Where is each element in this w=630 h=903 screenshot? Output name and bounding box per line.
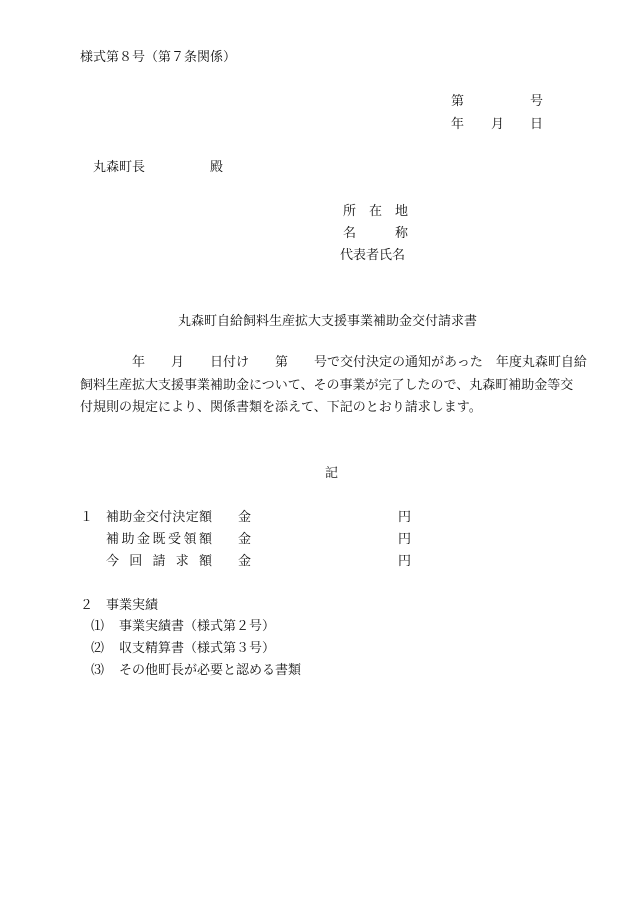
ki-label: 記 xyxy=(325,466,339,481)
grant-decision-amount-unit: 円 xyxy=(398,510,412,525)
grant-received-amount-unit: 円 xyxy=(398,532,412,547)
attachment-item-3-number: ⑶ xyxy=(91,663,105,678)
form-number: 様式第８号（第７条関係） xyxy=(80,50,237,65)
section-1-number: １ xyxy=(80,510,94,525)
date-year: 年 xyxy=(451,117,465,132)
addressee-name: 丸森町長 xyxy=(93,160,146,175)
attachment-item-1-number: ⑴ xyxy=(91,619,105,634)
document-title: 丸森町自給飼料生産拡大支援事業補助金交付請求書 xyxy=(178,314,478,329)
applicant-address-label: 所 在 地 xyxy=(343,204,409,219)
attachment-item-2-number: ⑵ xyxy=(91,641,105,656)
grant-received-amount-prefix: 金 xyxy=(238,532,252,547)
current-request-amount-prefix: 金 xyxy=(238,554,252,569)
document-number-prefix: 第 xyxy=(451,94,465,109)
grant-decision-amount-label: 補助金交付決定額 xyxy=(106,510,212,525)
date-day: 日 xyxy=(530,117,544,132)
current-request-amount-unit: 円 xyxy=(398,554,412,569)
current-request-amount-label: 今回請求額 xyxy=(106,554,212,569)
date-month: 月 xyxy=(491,117,505,132)
section-2-number: ２ xyxy=(80,598,94,613)
attachment-item-1-text: 事業実績書（様式第２号） xyxy=(119,619,276,634)
body-line-1: 年 月 日付け 第 号で交付決定の通知があった 年度丸森町自給 xyxy=(80,355,587,370)
body-line-3: 付規則の規定により、関係書類を添えて、下記のとおり請求します。 xyxy=(80,400,482,415)
grant-decision-amount-prefix: 金 xyxy=(238,510,252,525)
document-number-suffix: 号 xyxy=(530,94,544,109)
grant-received-amount-label: 補助金既受領額 xyxy=(106,532,212,547)
attachment-item-3-text: その他町長が必要と認める書類 xyxy=(119,663,302,678)
attachment-item-2-text: 収支精算書（様式第３号） xyxy=(119,641,276,656)
applicant-representative-label: 代表者氏名 xyxy=(340,248,406,263)
applicant-name-label: 名 称 xyxy=(343,226,409,241)
section-2-heading: 事業実績 xyxy=(106,598,159,613)
addressee-honorific: 殿 xyxy=(210,160,224,175)
body-line-2: 飼料生産拡大支援事業補助金について、その事業が完了したので、丸森町補助金等交 xyxy=(80,378,574,393)
